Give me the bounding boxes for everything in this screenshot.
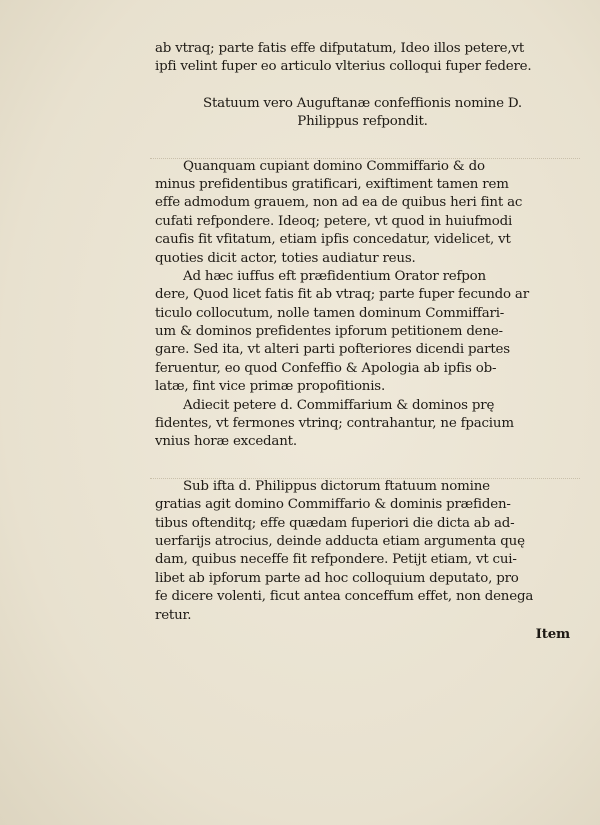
text-line: Ad hæc iuffus eft præfidentium Orator refpon [183, 268, 486, 284]
paragraph-2 [155, 158, 570, 268]
heading-line: Statuum vero Auguftanæ confeffionis nomine D. [203, 95, 522, 111]
text-line: gare. Sed ita, vt alteri parti pofteriores dicendi partes [155, 342, 510, 358]
text-line: vnius horæ excedant. [155, 434, 297, 450]
text-line: latæ, fint vice primæ propofitionis. [155, 379, 386, 395]
paragraph-1 [155, 40, 570, 77]
text-line: feruentur, eo quod Confeffio & Apologia ab ipfis ob- [155, 360, 497, 376]
text-line: fidentes, vt fermones vtrinq; contrahantur, ne fpacium [155, 416, 514, 432]
text-line: Sub ifta d. Philippus dictorum ftatuum nomine [183, 478, 490, 494]
text-line: fe dicere volenti, ficut antea conceffum effet, non denega [155, 589, 534, 605]
text-line: ab vtraq; parte fatis effe difputatum, Ideo illos petere,vt [155, 41, 525, 56]
heading-line: Philippus refpondit. [297, 114, 428, 130]
text-line: ipfi velint fuper eo articulo vlterius colloqui fuper federe. [155, 59, 532, 75]
catchword: Item [535, 625, 570, 642]
paragraph-5 [155, 478, 570, 625]
paragraph-3 [155, 268, 570, 397]
text-line: retur. [155, 607, 192, 623]
text-line: Quanquam cupiant domino Commiffario & do [183, 158, 485, 174]
text-line: dam, quibus neceffe fit refpondere. Petijt etiam, vt cui- [155, 552, 517, 568]
document-text [155, 40, 570, 643]
text-line: effe admodum grauem, non ad ea de quibus heri fint ac [155, 195, 523, 211]
paragraph-4 [155, 397, 570, 452]
text-line: libet ab ipforum parte ad hoc colloquium deputato, pro [155, 570, 519, 586]
text-line: minus prefidentibus gratificari, exiftiment tamen rem [155, 176, 509, 192]
section-heading [155, 95, 570, 132]
text-line: tibus oftenditq; effe quædam fuperiori die dicta ab ad- [155, 515, 515, 531]
text-line: dere, Quod licet fatis fit ab vtraq; parte fuper fecundo ar [155, 287, 529, 303]
text-line: um & dominos prefidentes ipforum petitionem dene- [155, 324, 503, 340]
text-line: ticulo collocutum, nolle tamen dominum Commiffari- [155, 305, 505, 321]
text-line: Adiecit petere d. Commiffarium & dominos prę [183, 397, 495, 413]
text-line: cufati refpondere. Ideoq; petere, vt quod in huiufmodi [155, 213, 513, 229]
text-line: gratias agit domino Commiffario & dominis præfiden- [155, 497, 511, 513]
text-line: uerfarijs atrocius, deinde adducta etiam argumenta quę [155, 533, 525, 549]
text-line: quoties dicit actor, toties audiatur reus. [155, 250, 416, 266]
text-line: caufis fit vfitatum, etiam ipfis concedatur, videlicet, vt [155, 232, 511, 248]
